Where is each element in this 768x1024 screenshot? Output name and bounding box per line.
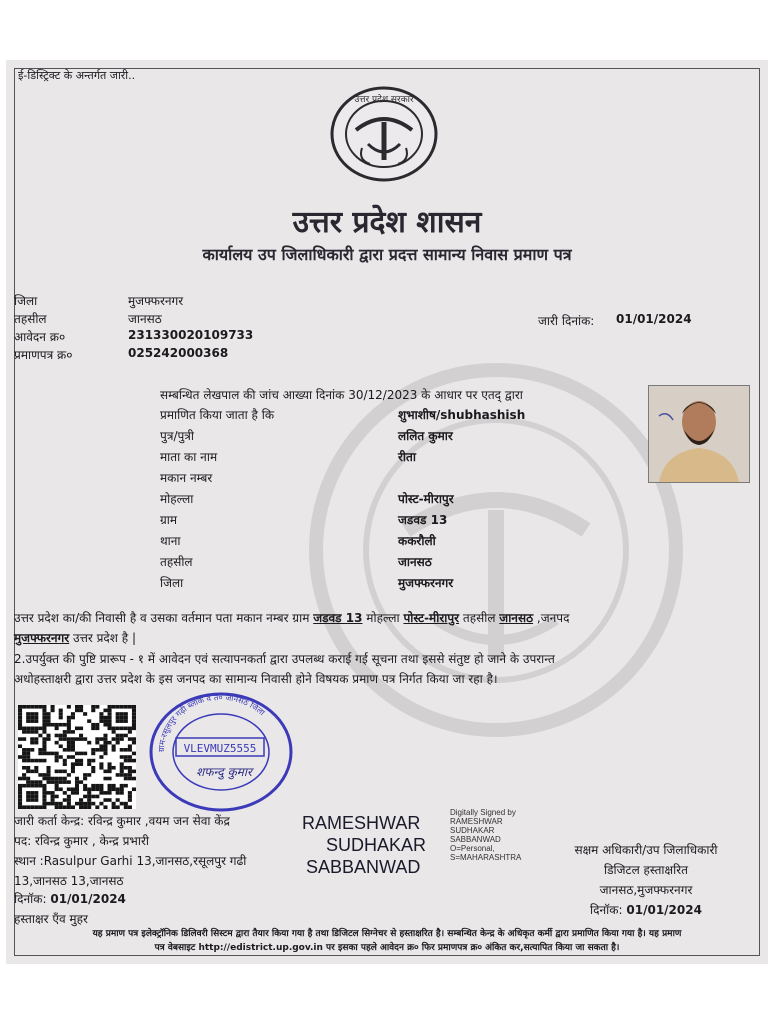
footer-note-2: पत्र वेबसाइट http://edistrict.up.gov.in पर इसका पहले आवेदन क्र० फिर प्रमाणपत्र क्र० अंकित कर,सत्यापित किया जा सकता है। (154, 943, 620, 953)
issuer-place: स्थान :Rasulpur Garhi 13,जानसठ,रसूलपुर गढी (14, 854, 247, 868)
certificate-label: प्रमाणपत्र क्र० (14, 348, 73, 362)
officer-digital: डिजिटल हस्ताक्षरित (604, 863, 688, 877)
police-label: थाना (160, 534, 181, 548)
locality-label: मोहल्ला (160, 492, 194, 506)
signature-detail-3: SUDHAKAR (450, 826, 495, 835)
signature-detail-1: Digitally Signed by (450, 808, 516, 817)
residence-district: मुजफ्फरनगर (14, 631, 70, 645)
issuer-center: जारी कर्ता केन्द्र: रविन्द्र कुमार ,वयम जन सेवा केंद्र (14, 814, 230, 828)
details-tehsil-value: जानसठ (398, 555, 432, 569)
header-note: ई-डिस्ट्रिक्ट के अन्तर्गत जारी.. (18, 69, 136, 82)
footer-note-1: यह प्रमाण पत्र इलेक्ट्रॉनिक डिलिवरी सिस्टम द्वारा तैयार किया गया है तथा डिजिटल सिग्नेचर से हस्ताक्षरित है। सम्बन्धित केन्द्र के अधिकृत कर्मी द्वारा प्रमाणित किया गया है। यह प्रमाण (92, 929, 682, 939)
confirmation-line-1: 2.उपर्युक्त की पुष्टि प्रारूप - १ में आवेदन एवं सत्यापनकर्ता द्वारा उपलब्ध कराई गई सूचना तथा इससे संतुष्ट हो जाने के उपरान्त (14, 652, 555, 666)
officer-title: सक्षम अधिकारी/उप जिलाधिकारी (574, 843, 718, 857)
signer-name-3: SABBANWAD (306, 857, 421, 877)
issue-date-label: जारी दिनांक: (538, 314, 595, 328)
details-intro: सम्बन्धित लेखपाल की जांच आख्या दिनांक 30/12/2023 के आधार पर एतद् द्वारा (160, 388, 523, 402)
sub-title: कार्यालय उप जिलाधिकारी द्वारा प्रदत्त सामान्य निवास प्रमाण पत्र (202, 245, 572, 264)
details-tehsil-label: तहसील (160, 555, 193, 569)
tehsil-value: जानसठ (128, 312, 162, 326)
district-label: जिला (14, 294, 38, 308)
residence-tehsil: जानसठ (499, 611, 534, 625)
residence-statement (14, 608, 754, 648)
signature-detail-6: S=MAHARASHTRA (450, 853, 522, 862)
residence-text-3: तहसील (459, 611, 500, 625)
emblem-text: उत्तर प्रदेश सरकार (354, 95, 414, 105)
officer-date-value: 01/01/2024 (626, 903, 702, 917)
stamp-signature: शफन्दु कुमार (196, 765, 252, 779)
police-value: ककरौली (398, 534, 436, 548)
village-value: जडवड 13 (398, 513, 448, 527)
signature-detail-2: RAMESHWAR (450, 817, 503, 826)
details-district-value: मुजफ्फरनगर (398, 576, 454, 590)
details-district-label: जिला (160, 576, 184, 590)
issuer-date-value: 01/01/2024 (50, 892, 126, 906)
issuer-post: पद: रविन्द्र कुमार , केन्द्र प्रभारी (14, 834, 149, 848)
parent-value: ललित कुमार (398, 429, 453, 443)
officer-date (536, 900, 756, 920)
residence-text-1: उत्तर प्रदेश का/की निवासी है व उसका वर्तमान पता मकान नम्बर ग्राम (14, 611, 314, 625)
certificate-number: 025242000368 (128, 346, 229, 360)
house-label: मकान नम्बर (160, 471, 213, 485)
residence-village: जडवड 13 (313, 611, 363, 625)
signer-name-2: SUDHAKAR (326, 835, 427, 855)
applicant-photo (648, 385, 750, 483)
signature-details (450, 808, 521, 862)
signature-detail-4: SABBANWAD (450, 835, 501, 844)
certificate-paper (6, 60, 768, 964)
stamp-ring-text: ग्राम-रसूलपुर गढ़ी ब्लाक व त० जानसठ जिला (156, 692, 267, 753)
tehsil-label: तहसील (14, 312, 47, 326)
signer-name-1: RAMESHWAR (302, 813, 421, 833)
residence-text-2: मोहल्ला (362, 611, 404, 625)
officer-place: जानसठ,मुजफ्फरनगर (599, 883, 693, 897)
application-label: आवेदन क्र० (14, 330, 66, 344)
residence-text-4: ,जनपद (533, 611, 570, 625)
holder-name: शुभाशीष/shubhashish (398, 408, 526, 422)
village-label: ग्राम (160, 513, 178, 527)
up-emblem-seal (330, 86, 438, 182)
mother-value: रीता (398, 450, 416, 464)
application-number: 231330020109733 (128, 328, 254, 342)
main-title: उत्तर प्रदेश शासन (292, 205, 482, 240)
signature-detail-5: O=Personal, (450, 844, 495, 853)
district-value: मुजफ्फरनगर (128, 294, 184, 308)
residence-text-5: उत्तर प्रदेश है | (69, 631, 137, 645)
mother-label: माता का नाम (160, 450, 218, 464)
locality-value: पोस्ट-मीरापुर (398, 492, 454, 506)
residence-locality: पोस्ट-मीरापुर (403, 611, 460, 625)
issuer-place-2: 13,जानसठ 13,जानसठ (14, 874, 124, 888)
issuer-sign-label: हस्ताक्षर एँव मुहर (14, 912, 88, 926)
center-stamp (146, 690, 296, 814)
parent-label: पुत्र/पुत्री (160, 429, 195, 443)
certified-label: प्रमाणित किया जाता है कि (160, 408, 275, 422)
issuer-date (14, 890, 126, 907)
officer-block (536, 840, 756, 920)
qr-code (18, 705, 136, 809)
confirmation-line-2: अधोहस्ताक्षरी द्वारा उत्तर प्रदेश के इस जनपद का सामान्य निवासी होने विषयक प्रमाण पत्र निर्गत किया जा रहा है। (14, 672, 498, 686)
officer-date-label: दिनॉक: (590, 903, 623, 917)
issuer-date-label: दिनॉक: (14, 892, 47, 906)
stamp-id: VLEVMUZ5555 (183, 742, 257, 755)
issue-date-value: 01/01/2024 (616, 312, 692, 326)
